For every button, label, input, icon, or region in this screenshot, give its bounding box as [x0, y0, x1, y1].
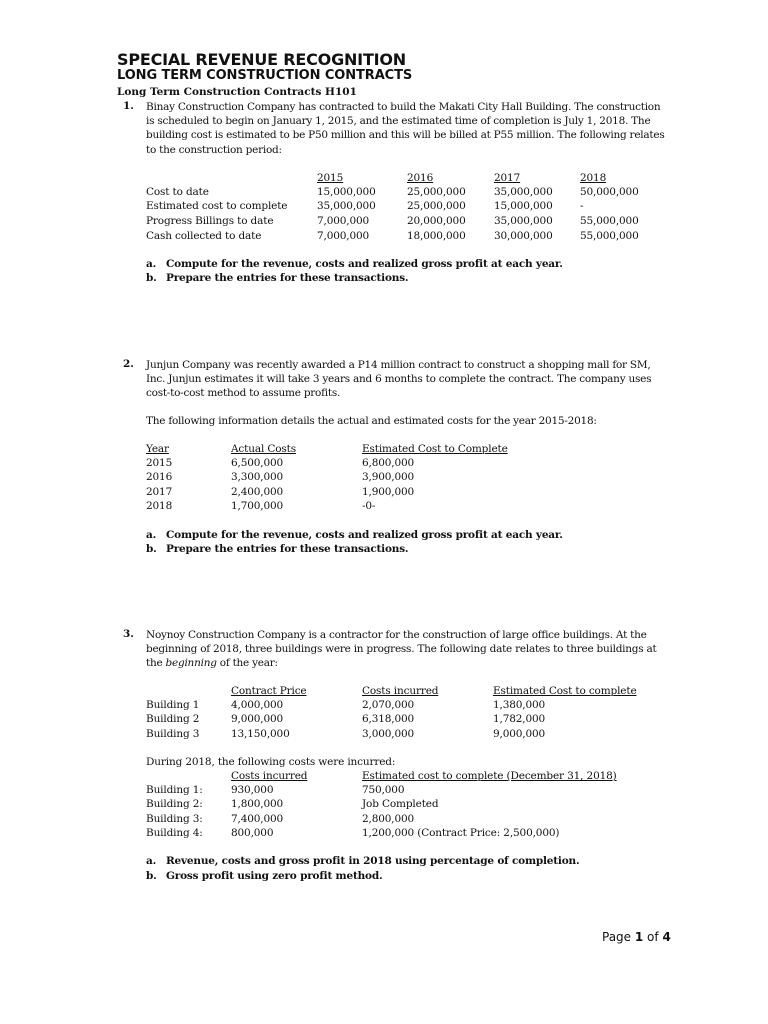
problem1-number: 1. — [123, 100, 134, 112]
question-text: Prepare the entries for these transactions. — [166, 543, 409, 555]
problem2-text: Junjun Company was recently awarded a P14 million contract to construct a shopping mall for SM, Inc. Junjun estimates it will take 3 years and 6 months to complete the contract. The company uses cost-to-cost method to assume profits. — [146, 359, 652, 400]
page-number — [602, 930, 671, 944]
table-header: 2018 — [580, 172, 607, 184]
table-cell: 2018 — [146, 500, 173, 512]
table-cell: 7,000,000 — [317, 230, 370, 242]
table-header: Estimated cost to complete (December 31, 2018) — [362, 770, 617, 782]
table-cell: 1,800,000 — [231, 798, 284, 810]
problem3-text — [146, 628, 666, 671]
problem3-text-part: Noynoy Construction Company is a contractor for the construction of large office buildings. At the beginning of 2018, three buildings were in progress. The following date relates to three buildings at the — [146, 629, 657, 670]
table-cell: 7,000,000 — [317, 215, 370, 227]
question-label: b. — [146, 870, 157, 882]
table-cell: 13,150,000 — [231, 728, 290, 740]
table-cell: 30,000,000 — [494, 230, 553, 242]
table-header: 2015 — [317, 172, 344, 184]
row-label: Building 3: — [146, 813, 203, 825]
problem1-text: Binay Construction Company has contracted to build the Makati City Hall Building. The construction is scheduled to begin on January 1, 2015, and the estimated time of completion is July 1, 2018. The building cost is estimated to be P50 million and this will be billed at P55 million. The following relates to the construction period: — [146, 101, 665, 156]
table-header: Costs incurred — [231, 770, 308, 782]
document-subtitle: LONG TERM CONSTRUCTION CONTRACTS — [117, 68, 413, 83]
question-text: Compute for the revenue, costs and realized gross profit at each year. — [166, 258, 563, 270]
table-header: Actual Costs — [231, 443, 296, 455]
table-cell: 18,000,000 — [407, 230, 466, 242]
table-cell: 2,400,000 — [231, 486, 284, 498]
question-label: a. — [146, 855, 157, 867]
table-cell: 25,000,000 — [407, 200, 466, 212]
table-cell: 1,700,000 — [231, 500, 284, 512]
table-header: Estimated Cost to Complete — [362, 443, 508, 455]
table-cell: 2016 — [146, 471, 173, 483]
problem2-intro: The following information details the actual and estimated costs for the year 2015-2018: — [146, 415, 597, 427]
table-cell: 9,000,000 — [493, 728, 546, 740]
table-cell: Job Completed — [362, 798, 439, 810]
question-label: b. — [146, 543, 157, 555]
problem3-text-italic: beginning — [165, 657, 217, 670]
page-number-total: 4 — [662, 930, 671, 944]
table-cell: 6,318,000 — [362, 713, 415, 725]
document-title: SPECIAL REVENUE RECOGNITION — [117, 50, 406, 69]
table-cell: 3,300,000 — [231, 471, 284, 483]
question-text: Revenue, costs and gross profit in 2018 using percentage of completion. — [166, 855, 580, 867]
question-text: Gross profit using zero profit method. — [166, 870, 383, 882]
question-text: Prepare the entries for these transactions. — [166, 272, 409, 284]
question-label: a. — [146, 529, 157, 541]
row-label: Building 1 — [146, 699, 200, 711]
row-label: Cost to date — [146, 186, 209, 198]
problem3-text-part: of the year: — [216, 657, 278, 670]
table-cell: 35,000,000 — [317, 200, 376, 212]
table-header: Year — [146, 443, 169, 455]
problem2-number: 2. — [123, 358, 134, 370]
row-label: Cash collected to date — [146, 230, 262, 242]
table-cell: 4,000,000 — [231, 699, 284, 711]
question-text: Compute for the revenue, costs and realized gross profit at each year. — [166, 529, 563, 541]
table-cell: 930,000 — [231, 784, 274, 796]
table-cell: 55,000,000 — [580, 230, 639, 242]
table-cell: 2,070,000 — [362, 699, 415, 711]
row-label: Building 4: — [146, 827, 203, 839]
table-cell: 9,000,000 — [231, 713, 284, 725]
table-cell: 800,000 — [231, 827, 274, 839]
table-cell: 15,000,000 — [317, 186, 376, 198]
table-cell: 2,800,000 — [362, 813, 415, 825]
row-label: Building 2: — [146, 798, 203, 810]
row-label: Estimated cost to complete — [146, 200, 288, 212]
section-heading: Long Term Construction Contracts H101 — [117, 86, 357, 98]
table-cell: - — [580, 200, 584, 212]
table-header: 2016 — [407, 172, 434, 184]
table-cell: -0- — [362, 500, 376, 512]
table-cell: 35,000,000 — [494, 186, 553, 198]
table-cell: 1,900,000 — [362, 486, 415, 498]
table-cell: 2017 — [146, 486, 173, 498]
table-cell: 3,900,000 — [362, 471, 415, 483]
table-cell: 20,000,000 — [407, 215, 466, 227]
page-number-separator: of — [643, 930, 663, 944]
table-cell: 6,800,000 — [362, 457, 415, 469]
table-cell: 6,500,000 — [231, 457, 284, 469]
table-header: Estimated Cost to complete — [493, 685, 637, 697]
table-header: Contract Price — [231, 685, 307, 697]
table-header: 2017 — [494, 172, 521, 184]
page-number-prefix: Page — [602, 930, 635, 944]
table-cell: 2015 — [146, 457, 173, 469]
page-number-current: 1 — [634, 930, 644, 944]
table-cell: 35,000,000 — [494, 215, 553, 227]
table-cell: 7,400,000 — [231, 813, 284, 825]
row-label: Progress Billings to date — [146, 215, 274, 227]
table-cell: 15,000,000 — [494, 200, 553, 212]
problem3-during-text: During 2018, the following costs were incurred: — [146, 756, 396, 768]
row-label: Building 1: — [146, 784, 203, 796]
table-cell: 25,000,000 — [407, 186, 466, 198]
row-label: Building 2 — [146, 713, 200, 725]
table-cell: 3,000,000 — [362, 728, 415, 740]
question-label: b. — [146, 272, 157, 284]
table-cell: 1,200,000 (Contract Price: 2,500,000) — [362, 827, 560, 839]
row-label: Building 3 — [146, 728, 200, 740]
table-cell: 750,000 — [362, 784, 405, 796]
table-header: Costs incurred — [362, 685, 439, 697]
question-label: a. — [146, 258, 157, 270]
table-cell: 50,000,000 — [580, 186, 639, 198]
problem3-number: 3. — [123, 628, 134, 640]
table-cell: 55,000,000 — [580, 215, 639, 227]
table-cell: 1,782,000 — [493, 713, 546, 725]
table-cell: 1,380,000 — [493, 699, 546, 711]
